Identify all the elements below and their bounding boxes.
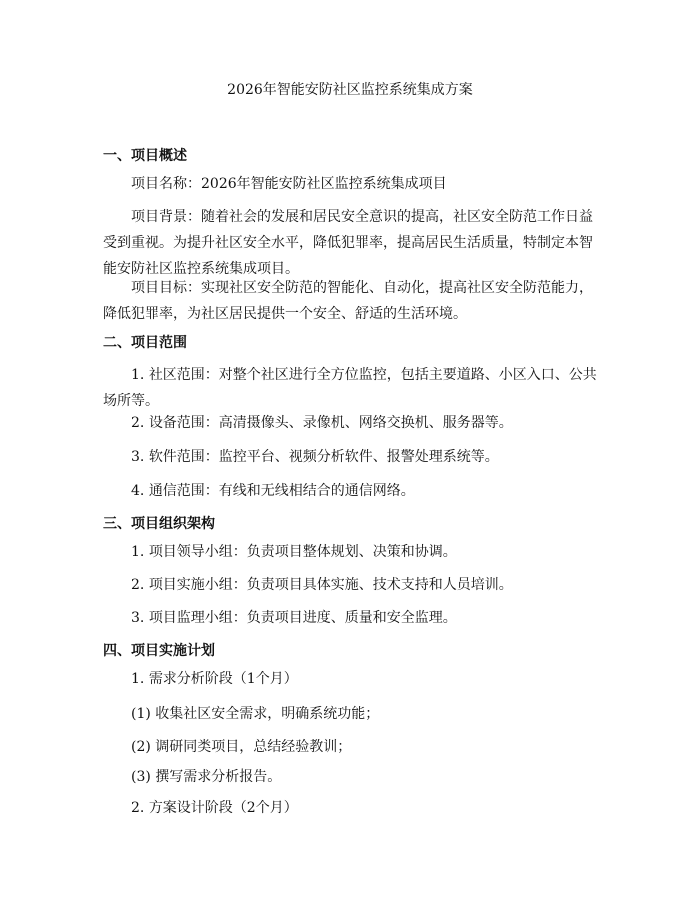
list-item-text: 项目领导小组：负责项目整体规划、决策和协调。 — [148, 544, 457, 560]
list-item-number: 2. — [131, 415, 145, 431]
list-item — [103, 795, 600, 821]
list-item — [103, 539, 600, 565]
list-item — [103, 666, 600, 692]
list-item-text: 调研同类项目，总结经验教训； — [155, 739, 352, 755]
list-item-number: (3) — [131, 769, 151, 785]
paragraph-project-goal: 项目目标：实现社区安全防范的智能化、自动化，提高社区安全防范能力，降低犯罪率，为社区居民提供一个安全、舒适的生活环境。 — [103, 280, 593, 322]
section-heading-scope: 二、项目范围 — [103, 335, 187, 351]
sub-list-item — [131, 764, 628, 790]
list-item-number: 2. — [131, 577, 145, 593]
list-item — [103, 410, 600, 436]
list-item-text: 项目监理小组：负责项目进度、质量和安全监理。 — [148, 610, 457, 626]
section-heading-implementation-plan: 四、项目实施计划 — [103, 643, 215, 659]
paragraph-project-name: 项目名称：2026年智能安防社区监控系统集成项目 — [131, 176, 447, 192]
list-item-number: 1. — [131, 671, 145, 687]
list-item-number: (2) — [131, 739, 151, 755]
paragraph-project-background: 项目背景：随着社会的发展和居民安全意识的提高，社区安全防范工作日益受到重视。为提升社区安全水平，降低犯罪率，提高居民生活质量，特制定本智能安防社区监控系统集成项目。 — [103, 209, 593, 277]
list-item — [103, 478, 600, 504]
list-item — [103, 605, 600, 631]
list-item-number: (1) — [131, 706, 151, 722]
document-title: 2026年智能安防社区监控系统集成方案 — [227, 82, 473, 98]
list-item — [103, 572, 600, 598]
list-item-text: 收集社区安全需求，明确系统功能； — [155, 706, 380, 722]
list-item-number: 4. — [131, 483, 145, 499]
list-item-text: 项目实施小组：负责项目具体实施、技术支持和人员培训。 — [148, 577, 513, 593]
list-item-text: 方案设计阶段（2个月） — [148, 800, 298, 816]
list-item-number: 2. — [131, 800, 145, 816]
list-item-text: 设备范围：高清摄像头、录像机、网络交换机、服务器等。 — [148, 415, 513, 431]
list-item-number: 1. — [131, 544, 145, 560]
section-heading-organization: 三、项目组织架构 — [103, 516, 215, 532]
list-item-text: 社区范围：对整个社区进行全方位监控，包括主要道路、小区入口、公共场所等。 — [103, 367, 597, 409]
list-item-text: 软件范围：监控平台、视频分析软件、报警处理系统等。 — [148, 449, 499, 465]
list-item-number: 1. — [131, 367, 145, 383]
list-item-number: 3. — [131, 449, 145, 465]
list-item — [103, 362, 600, 414]
list-item-text: 需求分析阶段（1个月） — [148, 671, 298, 687]
list-item-text: 通信范围：有线和无线相结合的通信网络。 — [148, 483, 415, 499]
sub-list-item — [131, 701, 628, 727]
list-item-text: 撰写需求分析报告。 — [155, 769, 282, 785]
list-item-number: 3. — [131, 610, 145, 626]
sub-list-item — [131, 734, 628, 760]
list-item — [103, 444, 600, 470]
section-heading-overview: 一、项目概述 — [103, 148, 187, 164]
